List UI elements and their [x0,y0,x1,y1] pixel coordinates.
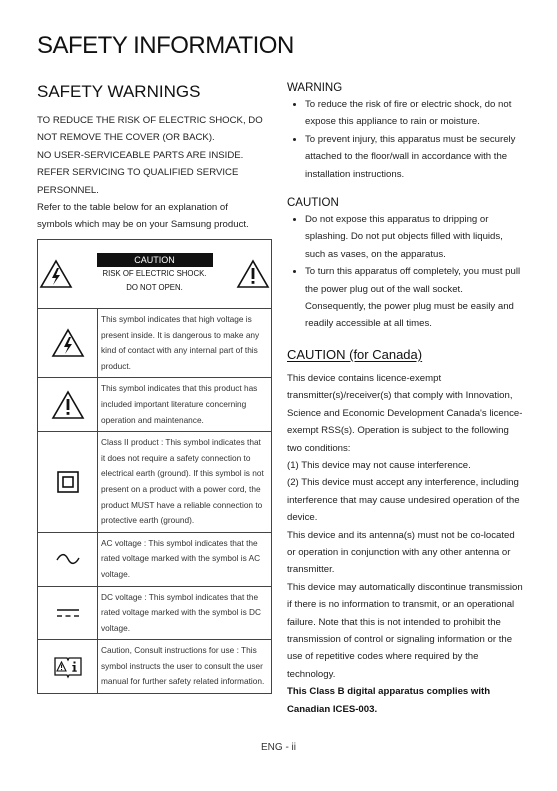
symbol-icon-cell [38,586,98,640]
symbol-description: Caution, Consult instructions for use : This symbol instructs the user to consult the user manual for further safety related information. [98,640,272,694]
lightning-triangle-icon [39,259,73,289]
symbol-icon-cell [38,640,98,694]
table-row [38,309,272,378]
exclamation-triangle-icon [236,259,270,289]
symbol-table-header [38,240,272,309]
warning-title: WARNING [287,82,343,94]
dc-voltage-icon [39,607,96,619]
page-footer: ENG - ii [261,742,296,753]
table-row [38,640,272,694]
caution-label-box [97,253,213,295]
canada-paragraph: This device and its antenna(s) must not be co-located or operation in conjunction with any other antenna or transmitter. [287,529,515,576]
caution-header-cell [38,240,272,309]
caution-line-2: DO NOT OPEN. [126,283,183,292]
symbol-description: AC voltage : This symbol indicates that the rated voltage marked with the symbol is AC voltage. [98,532,272,586]
symbol-icon-cell [38,378,98,432]
caution-label: CAUTION [97,253,213,267]
table-row [38,378,272,432]
table-row [38,586,272,640]
intro-line: TO REDUCE THE RISK OF ELECTRIC SHOCK, DO [37,115,263,126]
ices-compliance-statement: This Class B digital apparatus complies with Canadian ICES-003. [287,686,491,715]
canada-paragraph: This device contains licence-exempt transmitter(s)/receiver(s) that comply with Innovation, Science and Economic Development Canada's licence-exempt RSS(s). Operation is subject to the following two conditions: [287,372,523,454]
symbol-description: DC voltage : This symbol indicates that the rated voltage marked with the symbol is DC voltage. [98,586,272,640]
list-item: • To turn this apparatus off completely, you must pull the power plug out of the wall socket. Consequently, the power plug must be easily and readily accessible at all times. [305,263,523,333]
intro-line: Refer to the table below for an explanation of [37,202,228,214]
intro-line: symbols which may be on your Samsung product. [37,219,249,231]
right-column [287,82,523,718]
symbol-table [37,239,272,694]
ac-wave-icon [39,552,96,566]
symbol-description: This symbol indicates that high voltage is present inside. It is dangerous to make any kind of contact with any internal part of this product. [98,309,272,378]
safety-warnings-title: SAFETY WARNINGS [37,82,201,101]
lightning-triangle-icon [39,328,96,358]
symbol-icon-cell [38,309,98,378]
list-item: • Do not expose this apparatus to dripping or splashing. Do not put objects filled with liquids, such as vases, on the apparatus. [305,211,523,263]
double-square-icon [39,471,96,493]
canada-paragraph: (1) This device may not cause interference. [287,459,471,471]
symbol-icon-cell [38,532,98,586]
table-row [38,432,272,533]
warning-list [287,96,523,183]
list-item: • To reduce the risk of fire or electric shock, do not expose this appliance to rain or moisture. [305,96,523,131]
exclamation-triangle-icon [39,390,96,420]
caution-line-1: RISK OF ELECTRIC SHOCK. [102,269,207,278]
left-column [37,82,273,234]
safety-warnings-intro [37,112,273,234]
list-item: • To prevent injury, this apparatus must be securely attached to the floor/wall in accordance with the installation instructions. [305,131,523,183]
table-row [38,532,272,586]
intro-line: NOT REMOVE THE COVER (OR BACK). [37,132,215,144]
canada-caution-title: CAUTION (for Canada) [287,346,423,362]
intro-line: NO USER-SERVICEABLE PARTS ARE INSIDE. [37,149,244,161]
intro-line: REFER SERVICING TO QUALIFIED SERVICE [37,167,239,179]
canada-caution-body [287,370,523,718]
canada-paragraph: This device may automatically discontinue transmission if there is no information to transmit, or an operational failure. Note that this is not intended to prohibit the transmission of control or signaling information or the use of repetitive codes where required by the technology. [287,581,523,680]
symbol-description: This symbol indicates that this product has included important literature concerning operation and maintenance. [98,378,272,432]
consult-manual-icon [39,655,96,679]
intro-line: PERSONNEL. [37,184,99,196]
page-title: SAFETY INFORMATION [37,32,294,59]
symbol-icon-cell [38,432,98,533]
caution-title: CAUTION [287,197,339,210]
canada-paragraph: (2) This device must accept any interference, including interference that may cause undesired operation of the device. [287,477,520,524]
caution-list [287,211,523,333]
symbol-description: Class II product : This symbol indicates that it does not require a safety connection to electrical earth (ground). If this symbol is not present on a product with a power cord, the product MUST have a reliable connection to protective earth (ground). [98,432,272,533]
